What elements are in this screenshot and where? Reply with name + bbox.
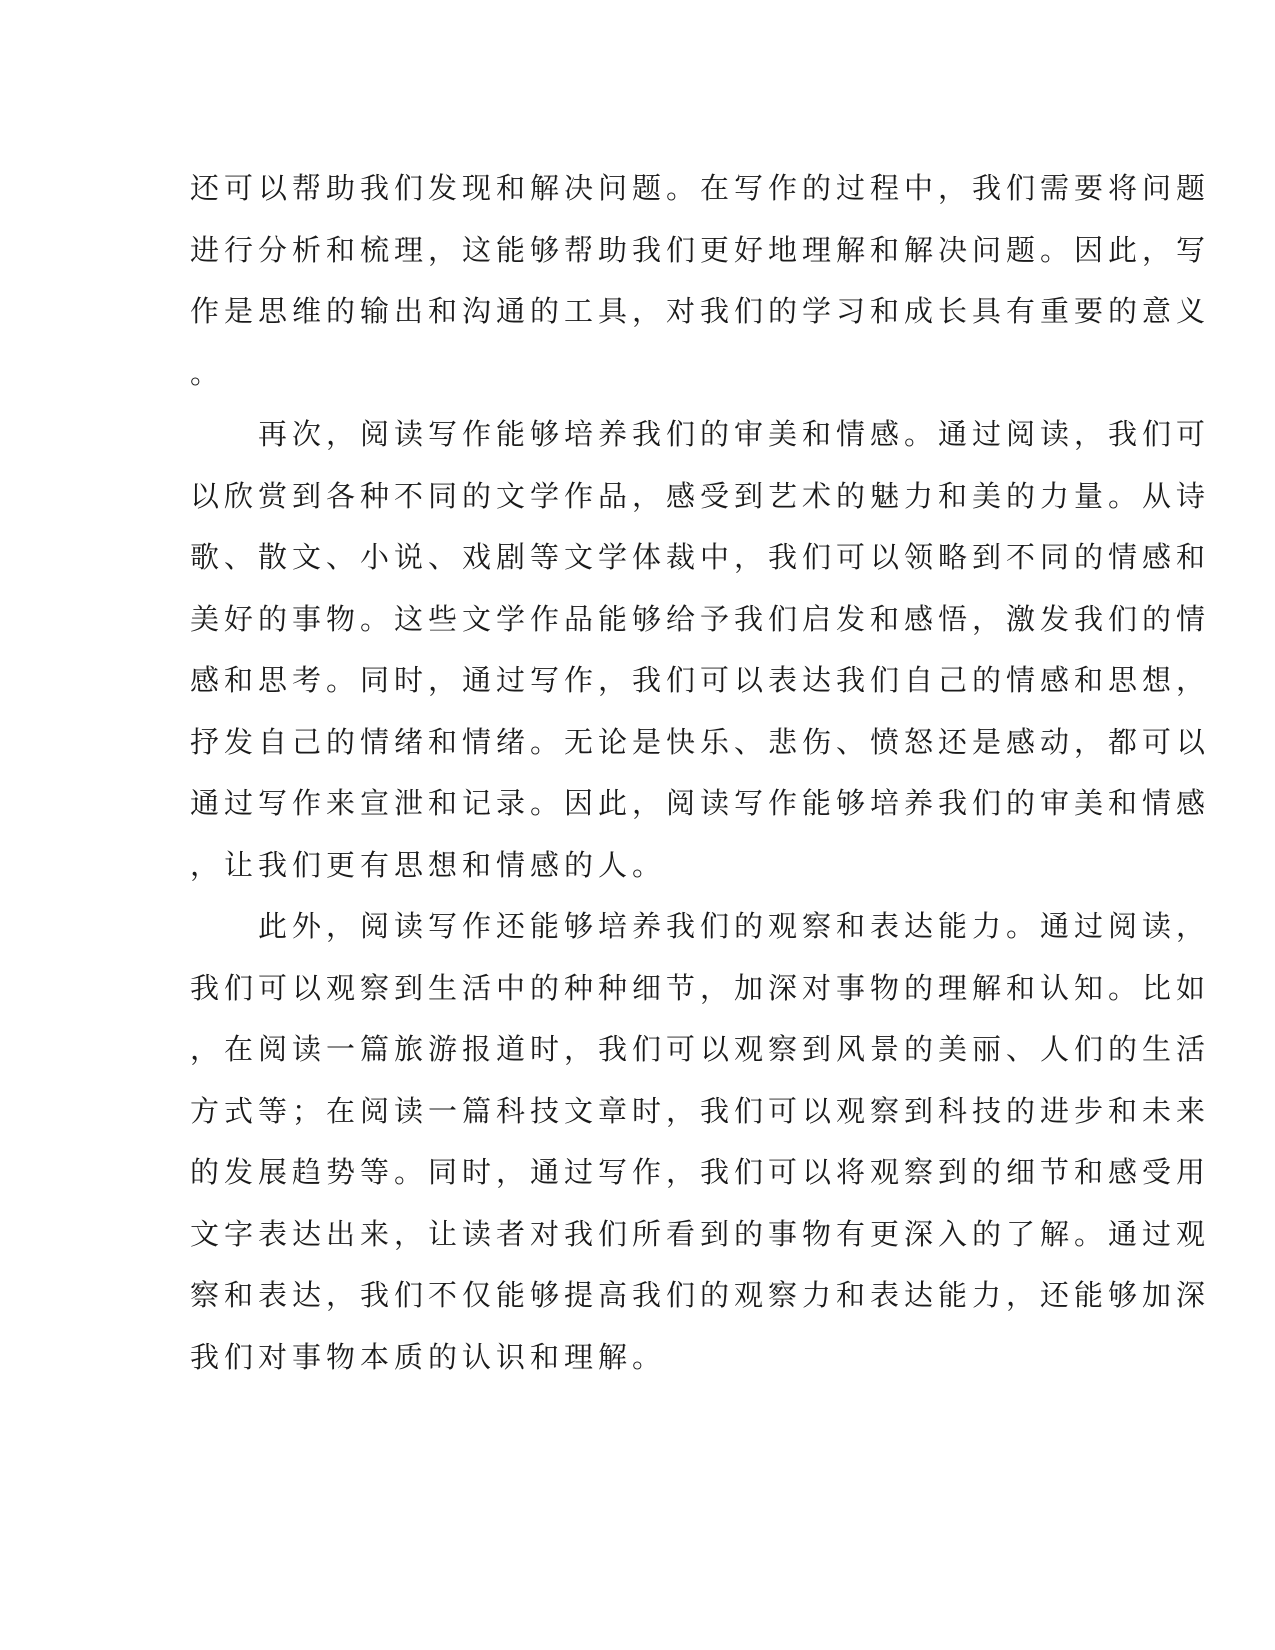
text-line: 美好的事物。这些文学作品能够给予我们启发和感悟，激发我们的情 bbox=[190, 601, 1211, 636]
text-line: 察和表达，我们不仅能够提高我们的观察力和表达能力，还能够加深 bbox=[190, 1278, 1211, 1312]
text-line: 歌、散文、小说、戏剧等文学体裁中，我们可以领略到不同的情感和 bbox=[190, 540, 1211, 574]
body-text bbox=[190, 158, 1211, 1388]
text-line: 通过写作来宣泄和记录。因此，阅读写作能够培养我们的审美和情感 bbox=[190, 786, 1211, 820]
text-line: ，让我们更有思想和情感的人。 bbox=[190, 847, 667, 882]
text-line: 此外，阅读写作还能够培养我们的观察和表达能力。通过阅读， bbox=[258, 909, 1211, 943]
text-line: 我们可以观察到生活中的种种细节，加深对事物的理解和认知。比如 bbox=[190, 970, 1211, 1005]
text-line: 还可以帮助我们发现和解决问题。在写作的过程中，我们需要将问题 bbox=[190, 171, 1211, 205]
text-line: 再次，阅读写作能够培养我们的审美和情感。通过阅读，我们可 bbox=[258, 417, 1211, 451]
text-line: 方式等；在阅读一篇科技文章时，我们可以观察到科技的进步和未来 bbox=[190, 1093, 1211, 1128]
text-line: 我们对事物本质的认识和理解。 bbox=[190, 1339, 667, 1374]
text-line: 抒发自己的情绪和情绪。无论是快乐、悲伤、愤怒还是感动，都可以 bbox=[190, 724, 1211, 759]
text-line: 。 bbox=[190, 355, 225, 390]
text-line: 以欣赏到各种不同的文学作品，感受到艺术的魅力和美的力量。从诗 bbox=[190, 478, 1211, 513]
text-line: 的发展趋势等。同时，通过写作，我们可以将观察到的细节和感受用 bbox=[190, 1155, 1211, 1189]
text-line: 文字表达出来，让读者对我们所看到的事物有更深入的了解。通过观 bbox=[190, 1216, 1211, 1251]
text-line: 感和思考。同时，通过写作，我们可以表达我们自己的情感和思想， bbox=[190, 663, 1211, 697]
text-line: 进行分析和梳理，这能够帮助我们更好地理解和解决问题。因此，写 bbox=[190, 232, 1211, 267]
text-line: ，在阅读一篇旅游报道时，我们可以观察到风景的美丽、人们的生活 bbox=[190, 1032, 1211, 1066]
text-line: 作是思维的输出和沟通的工具，对我们的学习和成长具有重要的意义 bbox=[190, 294, 1211, 328]
